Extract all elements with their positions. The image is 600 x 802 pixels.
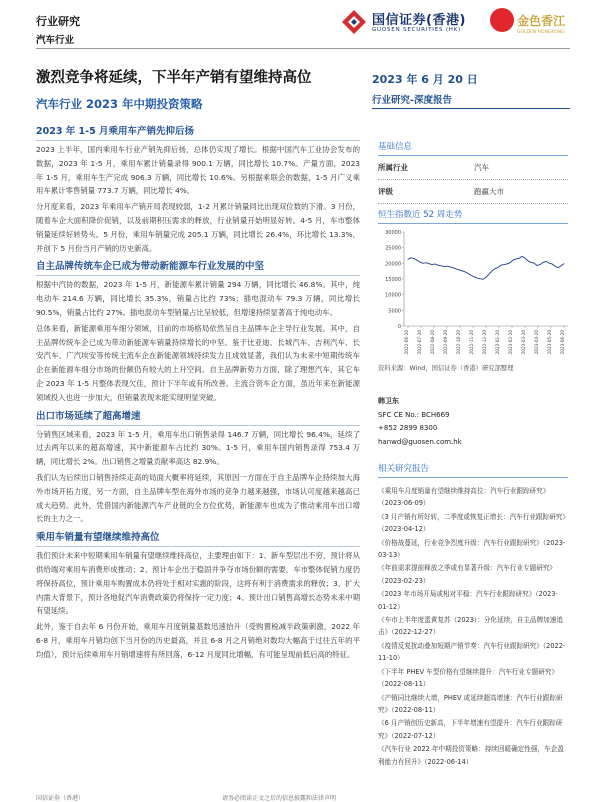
y-tick-label: 20000 [385, 261, 401, 268]
related-item[interactable]: 《年前需求提前释放之季或有显著升级：汽车行业专题研究》（2023-02-23） [378, 564, 557, 585]
data-point [411, 257, 412, 258]
data-point [501, 265, 502, 266]
data-point [543, 262, 544, 263]
data-point [531, 262, 532, 263]
data-point [432, 264, 433, 265]
data-point [507, 264, 508, 265]
data-point [489, 274, 490, 275]
related-item[interactable]: 《3 月产销有所好转，二季度或恢复正增长：汽车行业跟踪研究》（2023-04-12） [378, 512, 566, 534]
info-value: 跑赢大市 [474, 187, 504, 196]
golden-hk-brand-cn: 金色香江 [517, 14, 566, 28]
golden-hk-brand-en: GOLDEN HONGKONG [517, 30, 565, 35]
data-point [519, 258, 520, 259]
basic-info-panel [378, 140, 568, 204]
analyst-email[interactable]: hanwd@guosen.com.hk [378, 437, 462, 446]
data-point [441, 265, 442, 266]
paragraph: 分销售区域来看，2023 年 1-5 月，乘用车出口销售录得 146.7 万辆，同比增长 96.4%，延续了过去两年以来的超高增速，其中新能源车占比约 30%。1-5 月，乘用车国内销售录得 753.4 万辆，同比增长 2%。出口销售之增量贡献率高达 82.9%。 [36, 429, 360, 467]
series-line-hsi [408, 256, 564, 279]
data-point [486, 277, 487, 278]
x-tick-label: 2022-11-20 [469, 330, 474, 355]
data-point [498, 267, 499, 268]
data-point [537, 265, 538, 266]
analyst-block [378, 395, 462, 449]
data-point [522, 256, 523, 257]
basic-info-heading: 基础信息 [378, 140, 568, 156]
data-point [549, 263, 550, 264]
data-point [492, 271, 493, 272]
section-heading: 乘用车销量有望继续维持高位 [36, 528, 360, 547]
footer-left: 国信证券（香港） [36, 795, 85, 802]
related-research [378, 462, 568, 769]
data-point [435, 264, 436, 265]
golden-hongkong-logo [490, 6, 570, 40]
related-item[interactable]: 《2023 年市场开局或相对平稳：汽车行业跟踪研究》（2023-01-12） [378, 590, 558, 611]
related-item[interactable]: 《产销同比继续大增，PHEV 或延续超高增速：汽车行业跟踪研究》（2022-08-11） [378, 693, 563, 714]
paragraph: 我们认为后续出口销售持续走高的局面大概率将延续，其原因一方面在于自主品牌车企持续加大海外市场开拓力度，另一方面，自主品牌车型在海外市场的竞争力越来越强，市场认可度越来越高已成大趋势。此外，凭借国内新能源汽车产业链的全方位优势，新能源车也成为了推动乘用车出口增长的主力之一。 [36, 472, 360, 524]
data-point [474, 276, 475, 277]
y-tick-label: 10000 [385, 292, 401, 299]
section-heading: 2023 年 1-5 月乘用车产销先抑后扬 [36, 122, 360, 141]
chart-title: 恒生指数近 52 周走势 [378, 208, 568, 224]
data-point [546, 261, 547, 262]
analyst-phone: +852 2899 8300 [378, 424, 438, 432]
guosen-logo [340, 6, 480, 38]
report-date: 2023 年 6 月 20 日 [372, 73, 478, 86]
related-item[interactable]: 《车市上半年度蛋黄复苏（2023）：分化延续，自主品牌加速追击》（2022-12-27） [378, 616, 563, 637]
data-point [525, 258, 526, 259]
x-tick-label: 2022-12-20 [482, 330, 487, 355]
x-tick-label: 2023-03-20 [521, 330, 526, 355]
related-item[interactable]: 《6 月产销创历史新高，下半年增速有望提升：汽车行业跟踪研究》（2022-07-12） [378, 719, 563, 740]
data-point [426, 262, 427, 263]
header-industry-label: 汽车行业 [36, 35, 75, 46]
analyst-name: 韩卫东 [378, 397, 399, 405]
data-point [561, 265, 562, 266]
data-point [447, 266, 448, 267]
data-point [417, 260, 418, 261]
header-section-label: 行业研究 [36, 15, 80, 28]
x-tick-label: 2022-06-20 [404, 330, 409, 355]
golden-hk-mark-icon [490, 8, 514, 32]
paragraph: 分月度来看，2023 年乘用车产销开局表现较弱，1-2 月累计销量同比出现双位数的下滑。3 月份，随着车企大面积降价促销，以及前期积压需求的释放，行业销量开始明显好转。4-5 月，车市整体销量延续好转势头。5 月份，乘用车销量完成 205.1 万辆，同比增长 26.4%，环比增长 13.3%，并创下 5 月份当月产销的历史新高。 [36, 202, 360, 253]
y-tick-label: 25000 [385, 245, 401, 252]
data-point [408, 259, 409, 260]
paragraph: 此外，鉴于自去年 6 月份开始，乘用车月度销量基数迅速抬升（受购置税减半政策刺激，2022 年 6-8 月，乘用车月销均创下当月份的历史最高，并且 6-8 月之月销绝对数均大幅高于过往五年的平均值），预计后续乘用车月销增速将有所回落，6-12 月度同比增幅，有可能呈现前低后高的特征。 [36, 622, 360, 659]
hsi-line-chart [374, 226, 574, 366]
y-tick-label: 15000 [385, 277, 401, 283]
section-heading: 出口市场延续了超高增速 [36, 407, 360, 426]
paragraph: 根据中汽协的数据，2023 年 1-5 月，新能源车累计销量 294 万辆，同比增长 46.8%。其中，纯电动车 214.6 万辆，同比增长 35.3%，销量占比约 73%；插电混动车 79.3 万辆，同比增长 90.5%，销量占比约 27%。插电混动车型销量占比呈较低，但增速持续显著高于纯电动车。 [36, 280, 360, 317]
data-point [534, 263, 535, 264]
data-point [552, 264, 553, 265]
header-divider [36, 48, 570, 49]
chart-title-block [378, 208, 568, 224]
data-point [558, 267, 559, 268]
data-point [471, 275, 472, 276]
analyst-license: SFC CE No.: BCH669 [378, 410, 450, 419]
related-list [378, 485, 568, 768]
guosen-mark-icon [340, 8, 368, 36]
y-tick-label: 5000 [388, 308, 401, 315]
data-point [456, 269, 457, 270]
data-point [429, 263, 430, 264]
data-point [504, 264, 505, 265]
section-4 [36, 528, 360, 661]
data-point [459, 270, 460, 271]
x-tick-label: 2022-09-20 [443, 330, 448, 355]
x-tick-label: 2023-06-20 [560, 330, 565, 355]
data-point [540, 264, 541, 265]
data-point [555, 266, 556, 267]
y-tick-label: 30000 [385, 230, 401, 236]
data-point [495, 268, 496, 269]
section-1 [36, 122, 360, 255]
related-item[interactable]: 《价格战蔓延，行业竞争烈度升级：汽车行业跟踪研究》（2023-03-13） [378, 538, 566, 560]
chart-source: 资料来源：Wind，国信证券（香港）研究部整理 [378, 365, 514, 372]
x-tick-label: 2022-10-20 [456, 330, 461, 355]
data-point [420, 262, 421, 263]
section-heading: 自主品牌传统车企已成为带动新能源车行业发展的中坚 [36, 257, 360, 276]
data-point [480, 278, 481, 279]
related-item[interactable]: 《乘用车月度销量有望继续维持高位：汽车行业跟踪研究》（2023-06-09） [378, 487, 550, 508]
data-point [414, 258, 415, 259]
data-point [483, 279, 484, 280]
data-point [564, 263, 565, 264]
data-point [462, 271, 463, 272]
paragraph: 总体来看，新能源乘用车细分领域，目前的市场格局依然呈自主品牌车企主导行业发展。其中，自主品牌传统车企已成为带动新能源车销量持续增长的中坚。鉴于比亚迪、长城汽车、吉利汽车、长安汽车、广汽埃安等传统主流车企在新能源领域持续发力且成效显著，我们认为未来中短期传统车企在新能源车细分市场的份额仍有较大的上升空间。自主品牌新势力方面，除了理想汽车，其它车企 2023 年 1-5 月整体表现欠佳，预计下半年或有所改善。主流合资车企方面，虽近年来在新能源领域投入也进一步加大，但销量表现未能实现明显突破。 [36, 323, 360, 402]
info-key: 评级 [378, 187, 393, 196]
related-item[interactable]: 《疫情反复扰动叠加短期产销节奏：汽车行业跟踪研究》（2022-11-10） [378, 641, 566, 663]
footer-disclaimer: 请务必阅读正文之后的信息披露和法律声明 [222, 795, 337, 802]
section-3 [36, 407, 360, 527]
data-point [453, 267, 454, 268]
data-point [444, 266, 445, 267]
x-tick-label: 2023-05-20 [547, 330, 552, 355]
x-tick-label: 2022-07-20 [417, 330, 422, 355]
x-tick-label: 2023-04-20 [534, 330, 539, 355]
y-tick-label: 0 [397, 324, 401, 330]
data-point [465, 271, 466, 272]
report-subtitle: 汽车行业 2023 年中期投资策略 [36, 97, 203, 111]
info-row-rating [378, 180, 568, 204]
x-tick-label: 2023-02-20 [508, 330, 513, 355]
main-body [36, 120, 360, 664]
related-heading: 相关研究报告 [378, 462, 568, 478]
guosen-brand-en: GUOSEN SECURITIES (HK) [372, 27, 462, 33]
data-point [477, 278, 478, 279]
report-type-divider [372, 108, 570, 109]
info-row-industry [378, 156, 568, 180]
report-title: 激烈竞争将延续，下半年产销有望维持高位 [36, 70, 312, 86]
data-point [450, 266, 451, 267]
related-item[interactable]: 《下半年 PHEV 车型价格有望继续提升：汽车行业专题研究》（2022-08-11） [378, 667, 559, 689]
x-tick-label: 2022-08-20 [430, 330, 435, 355]
paragraph: 2023 上半年，国内乘用车行业产销先抑后扬，总体仍实现了增长。根据中国汽车工业协会发布的数据，2023 年 1-5 月，乘用车累计销量录得 900.1 万辆，同比增长 10.7%。产量方面，2023 年 1-5 月，乘用车生产完成 906.3 万辆，同比增长 10.6%。另根据乘联会的数据，1-5 月广义乘用车累计零售销量 773.7 万辆，同比增长 4%。 [36, 145, 360, 196]
data-point [438, 265, 439, 266]
data-point [528, 260, 529, 261]
data-point [513, 260, 514, 261]
data-point [510, 262, 511, 263]
related-item[interactable]: 《汽车行业 2022 年中期投资策略：持续回暖确定性强，车企盈利能力有回升》（2022-06-14） [378, 745, 564, 766]
guosen-brand-cn: 国信证券(香港) [372, 13, 466, 28]
x-tick-label: 2023-01-20 [495, 330, 500, 355]
paragraph: 我们预计未来中短期乘用车销量有望继续维持高位，主要理由如下：1、新车型层出不穷，预计将从供给端对乘用车消费形成推动；2、预计车企出于稳固并争夺市场份额的需要，车市整体促销力度仍将保持高位，预计乘用车购置成本仍将处于相对实惠的阶段，这将有利于消费需求的释放；3、扩大内需大背景下，预计各地促汽车消费政策仍将保持一定力度；4、预计出口销售高增长态势未来中期有望延续。 [36, 551, 360, 616]
report-type: 行业研究-深度报告 [372, 95, 452, 106]
data-point [516, 259, 517, 260]
data-point [423, 263, 424, 264]
info-key: 所属行业 [378, 163, 408, 172]
section-2 [36, 257, 360, 404]
data-point [468, 273, 469, 274]
info-value: 汽车 [474, 163, 489, 172]
